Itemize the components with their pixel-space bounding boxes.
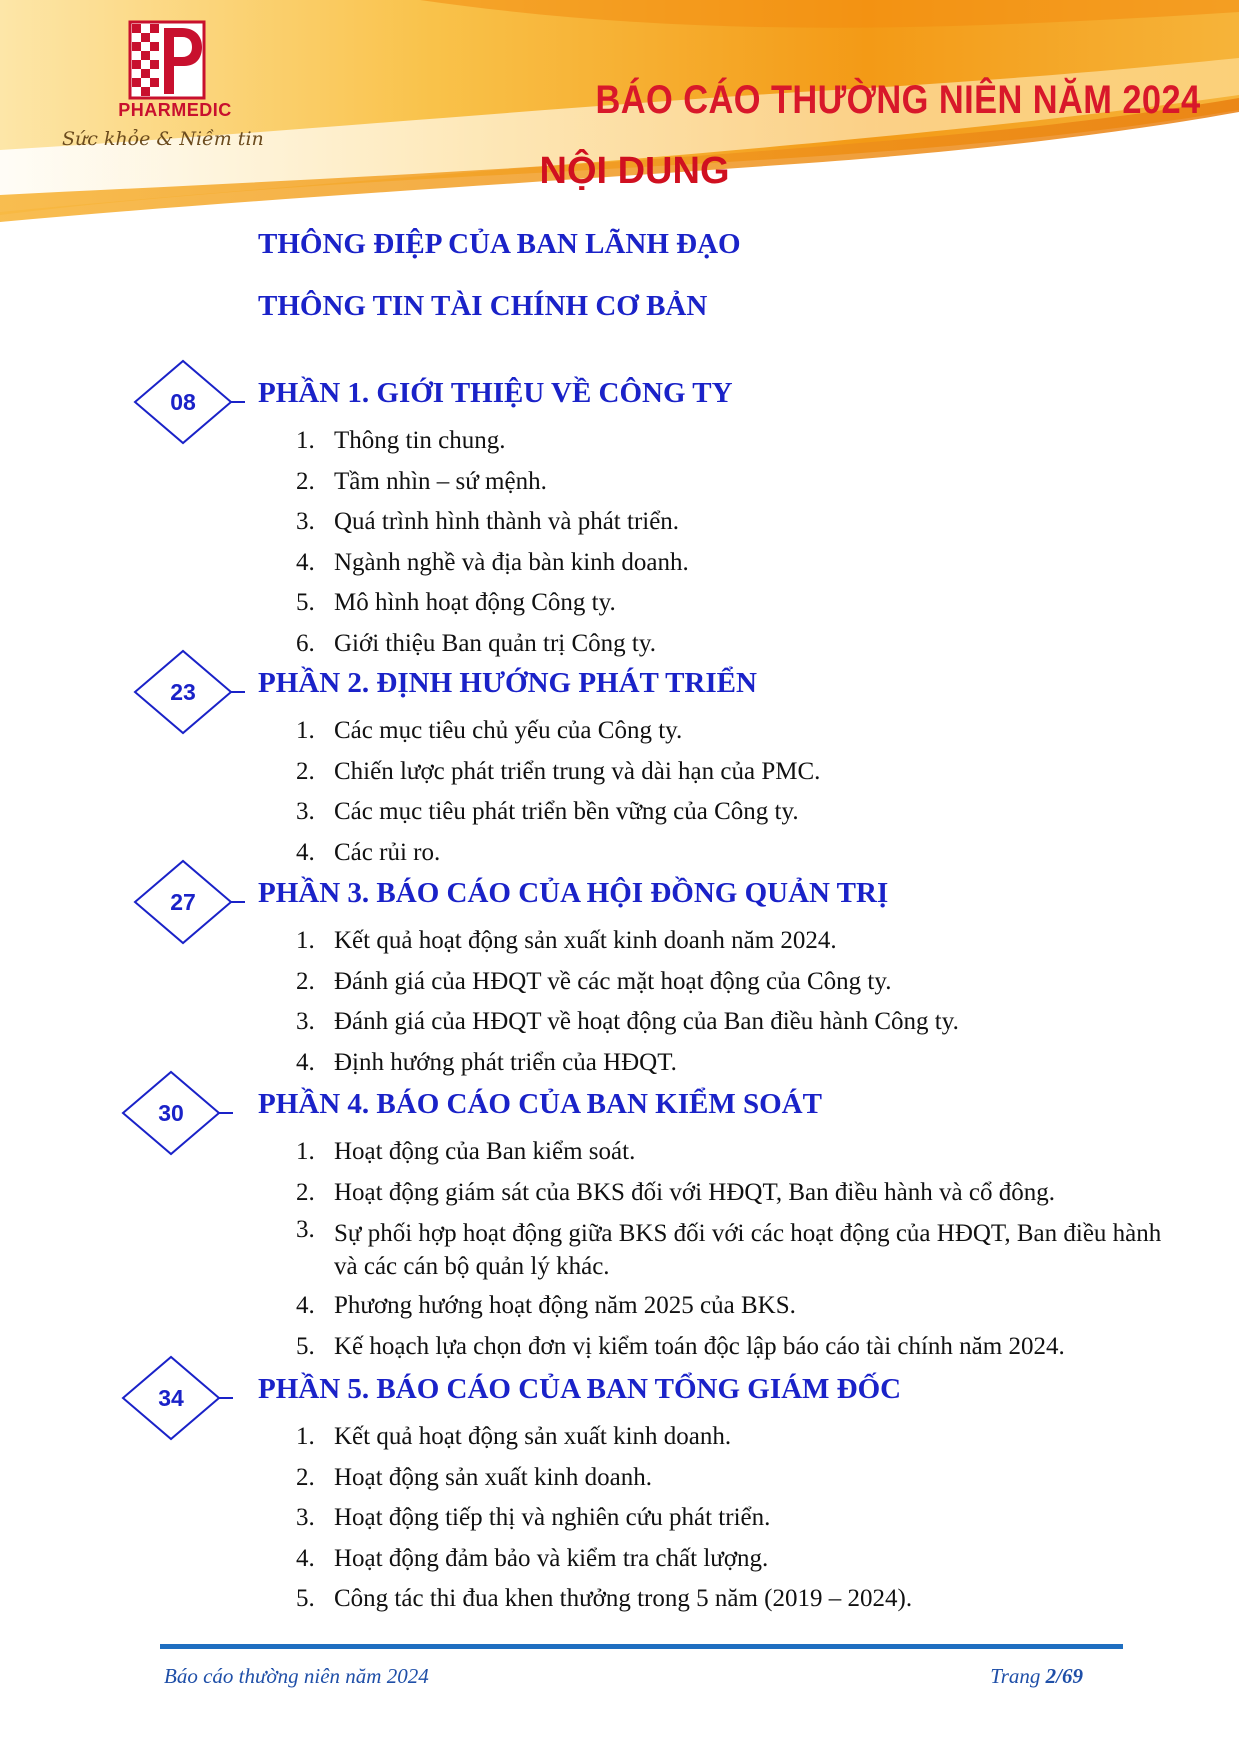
item-number: 6. (296, 629, 315, 657)
item-text: Các rủi ro. (334, 838, 441, 866)
item-number: 5. (296, 1332, 315, 1360)
toc-list-item[interactable] (292, 502, 689, 543)
footer-page-label: Trang (990, 1664, 1046, 1688)
toc-list-item[interactable] (292, 1458, 912, 1499)
footer-report-name: Báo cáo thường niên năm 2024 (164, 1664, 429, 1688)
item-text: Định hướng phát triển của HĐQT. (334, 1048, 677, 1076)
toc-list-item[interactable] (292, 711, 820, 752)
toc-list-item[interactable] (292, 921, 959, 962)
item-number: 4. (296, 1292, 315, 1319)
item-text: Ngành nghề và địa bàn kinh doanh. (334, 548, 689, 576)
report-title: BÁO CÁO THƯỜNG NIÊN NĂM 2024 (595, 78, 1201, 122)
item-number: 4. (296, 1048, 315, 1076)
item-text: Kế hoạch lựa chọn đơn vị kiểm toán độc lập báo cáo tài chính năm 2024. (334, 1332, 1065, 1360)
item-text: Hoạt động tiếp thị và nghiên cứu phát triển. (334, 1504, 771, 1531)
item-number: 1. (296, 1423, 315, 1450)
section-heading[interactable]: PHẦN 4. BÁO CÁO CỦA BAN KIỂM SOÁT (258, 1088, 822, 1120)
section-page-number: 30 (158, 1100, 184, 1126)
item-text: Tầm nhìn – sứ mệnh. (334, 467, 547, 495)
toc-list-item[interactable] (292, 1173, 1164, 1214)
item-number: 3. (296, 1504, 315, 1531)
item-number: 5. (296, 589, 315, 616)
toc-list-item[interactable] (292, 792, 820, 833)
item-text: Công tác thi đua khen thưởng trong 5 năm (2019 – 2024). (334, 1585, 913, 1612)
section-heading[interactable]: PHẦN 3. BÁO CÁO CỦA HỘI ĐỒNG QUẢN TRỊ (258, 877, 889, 909)
toc-list-item[interactable] (292, 1213, 1164, 1286)
section-item-list (292, 711, 820, 873)
item-number: 3. (296, 1216, 315, 1243)
toc-list-item[interactable] (292, 543, 689, 584)
item-number: 2. (296, 757, 315, 785)
section-item-list (292, 1132, 1164, 1367)
section-page-number: 27 (170, 889, 196, 915)
item-text: Hoạt động của Ban kiểm soát. (334, 1138, 636, 1165)
item-text: Đánh giá của HĐQT về các mặt hoạt động của Công ty. (334, 967, 892, 995)
toc-list-item[interactable] (292, 833, 820, 874)
item-text: Sự phối hợp hoạt động giữa BKS đối với các hoạt động của HĐQT, Ban điều hành và các cán bộ quản lý khác. (334, 1220, 1162, 1280)
section-heading[interactable]: PHẦN 2. ĐỊNH HƯỚNG PHÁT TRIỂN (258, 667, 757, 699)
toc-list-item[interactable] (292, 752, 820, 793)
footer-page-value: 2/69 (1045, 1664, 1083, 1688)
item-number: 1. (296, 1138, 315, 1165)
toc-list-item[interactable] (292, 583, 689, 624)
item-number: 1. (296, 927, 315, 954)
toc-list-item[interactable] (292, 1327, 1164, 1368)
section-page-number: 34 (158, 1385, 184, 1411)
logo-brand-text: PHARMEDIC (118, 100, 232, 120)
section-page-number: 23 (170, 679, 196, 705)
item-text: Hoạt động giám sát của BKS đối với HĐQT, Ban điều hành và cổ đông. (334, 1178, 1055, 1206)
toc-list-item[interactable] (292, 624, 689, 665)
item-text: Phương hướng hoạt động năm 2025 của BKS. (334, 1292, 796, 1319)
toc-list-item[interactable] (292, 1417, 912, 1458)
page-number-diamond (121, 1355, 239, 1441)
page-number-diamond (133, 859, 251, 945)
section-heading[interactable]: PHẦN 1. GIỚI THIỆU VỀ CÔNG TY (258, 377, 733, 409)
logo-slogan: Sức khỏe & Niềm tin (62, 128, 264, 150)
item-number: 2. (296, 1178, 315, 1206)
toc-list-item[interactable] (292, 462, 689, 503)
toc-list-item[interactable] (292, 962, 959, 1003)
item-text: Các mục tiêu phát triển bền vững của Công ty. (334, 798, 799, 825)
page-number-diamond (133, 649, 251, 735)
item-text: Kết quả hoạt động sản xuất kinh doanh năm 2024. (334, 927, 837, 954)
item-number: 3. (296, 508, 315, 535)
section-item-list (292, 921, 959, 1083)
item-number: 4. (296, 548, 315, 576)
item-number: 5. (296, 1585, 315, 1612)
item-number: 2. (296, 967, 315, 995)
item-text: Đánh giá của HĐQT về hoạt động của Ban điều hành Công ty. (334, 1008, 959, 1035)
page-number-diamond (133, 359, 251, 445)
item-text: Thông tin chung. (334, 427, 506, 454)
item-number: 3. (296, 1008, 315, 1035)
item-number: 2. (296, 1463, 315, 1491)
intro-item[interactable]: THÔNG TIN TÀI CHÍNH CƠ BẢN (258, 290, 708, 322)
toc-list-item[interactable] (292, 421, 689, 462)
item-number: 1. (296, 427, 315, 454)
footer-divider (160, 1644, 1123, 1649)
item-number: 4. (296, 1544, 315, 1572)
footer-page-number (990, 1664, 1083, 1689)
item-text: Quá trình hình thành và phát triển. (334, 508, 680, 535)
section-item-list (292, 421, 689, 664)
item-text: Hoạt động sản xuất kinh doanh. (334, 1463, 653, 1491)
section-page-number: 08 (170, 389, 196, 415)
item-number: 3. (296, 798, 315, 825)
item-text: Giới thiệu Ban quản trị Công ty. (334, 629, 656, 657)
item-text: Chiến lược phát triển trung và dài hạn của PMC. (334, 757, 821, 785)
item-text: Hoạt động đảm bảo và kiểm tra chất lượng. (334, 1544, 769, 1572)
toc-list-item[interactable] (292, 1286, 1164, 1327)
section-item-list (292, 1417, 912, 1620)
toc-list-item[interactable] (292, 1043, 959, 1084)
item-number: 4. (296, 838, 315, 866)
item-number: 1. (296, 717, 315, 744)
intro-item[interactable]: THÔNG ĐIỆP CỦA BAN LÃNH ĐẠO (258, 228, 741, 260)
company-logo (58, 20, 288, 160)
page-title: NỘI DUNG (539, 150, 730, 192)
section-heading[interactable]: PHẦN 5. BÁO CÁO CỦA BAN TỔNG GIÁM ĐỐC (258, 1373, 902, 1405)
page-number-diamond (121, 1070, 239, 1156)
logo-emblem-icon (128, 20, 206, 100)
item-text: Kết quả hoạt động sản xuất kinh doanh. (334, 1423, 732, 1450)
toc-list-item[interactable] (292, 1498, 912, 1539)
toc-list-item[interactable] (292, 1539, 912, 1580)
item-text: Mô hình hoạt động Công ty. (334, 589, 616, 616)
toc-list-item[interactable] (292, 1002, 959, 1043)
toc-list-item[interactable] (292, 1132, 1164, 1173)
item-number: 2. (296, 467, 315, 495)
item-text: Các mục tiêu chủ yếu của Công ty. (334, 717, 683, 744)
toc-list-item[interactable] (292, 1579, 912, 1620)
